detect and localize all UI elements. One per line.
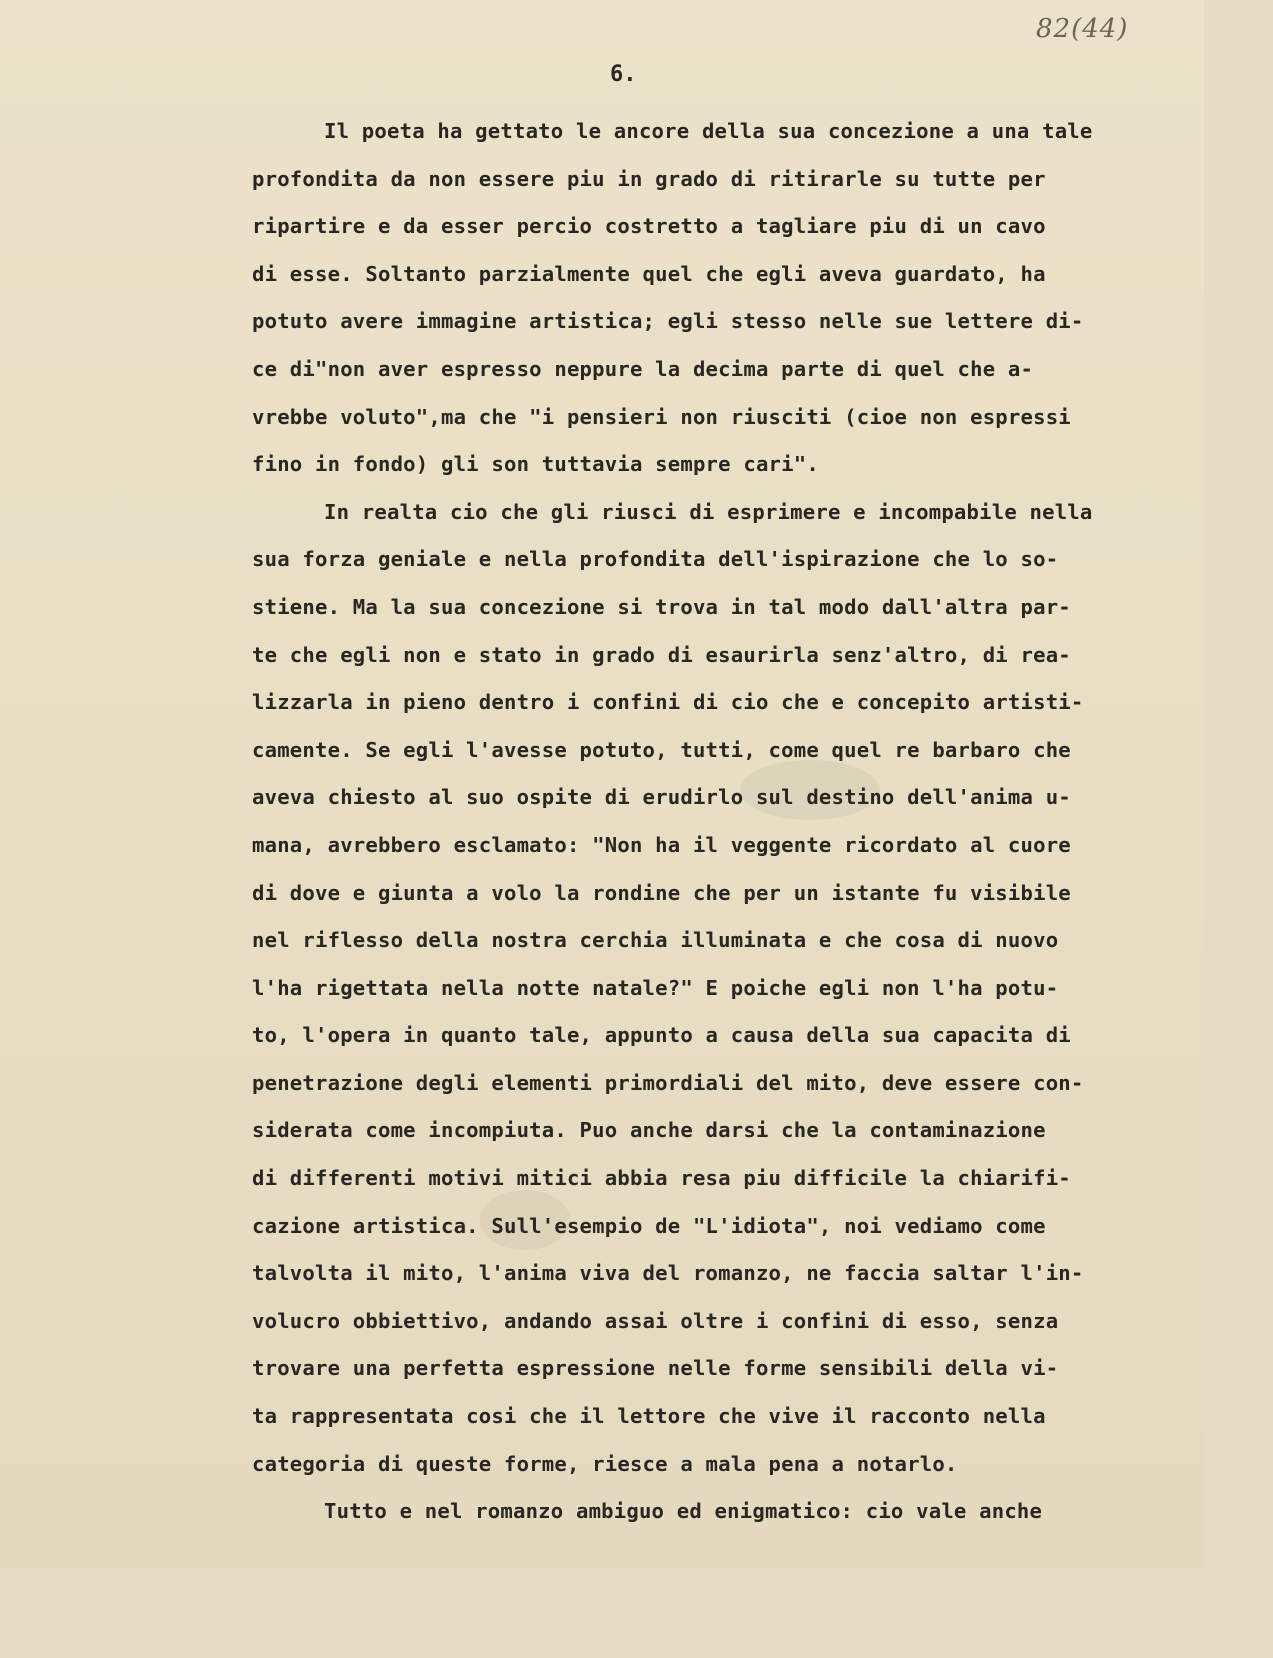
- text-line: te che egli non e stato in grado di esaurirla senz'altro, di rea-: [252, 642, 1071, 667]
- text-line: ripartire e da esser percio costretto a tagliare piu di un cavo: [252, 214, 1046, 239]
- text-line: volucro obbiettivo, andando assai oltre i confini di esso, senza: [252, 1308, 1059, 1333]
- text-line: mana, avrebbero esclamato: "Non ha il veggente ricordato al cuore: [252, 832, 1071, 857]
- text-line: trovare una perfetta espressione nelle forme sensibili della vi-: [252, 1356, 1059, 1381]
- text-line: nel riflesso della nostra cerchia illuminata e che cosa di nuovo: [252, 928, 1059, 953]
- text-line: Il poeta ha gettato le ancore della sua concezione a una tale: [324, 119, 1093, 143]
- text-line: ta rappresentata cosi che il lettore che vive il racconto nella: [252, 1404, 1046, 1429]
- page-number: 6.: [610, 62, 637, 87]
- text-line: fino in fondo) gli son tuttavia sempre cari".: [252, 452, 819, 477]
- text-line: siderata come incompiuta. Puo anche darsi che la contaminazione: [252, 1118, 1046, 1143]
- text-line: sua forza geniale e nella profondita dell'ispirazione che lo so-: [252, 547, 1059, 572]
- text-line: aveva chiesto al suo ospite di erudirlo sul destino dell'anima u-: [252, 785, 1071, 810]
- text-line: di esse. Soltanto parzialmente quel che egli aveva guardato, ha: [252, 261, 1046, 286]
- text-line: stiene. Ma la sua concezione si trova in tal modo dall'altra par-: [252, 594, 1071, 619]
- text-line: vrebbe voluto",ma che "i pensieri non riusciti (cioe non espressi: [252, 404, 1071, 429]
- text-line: profondita da non essere piu in grado di ritirarle su tutte per: [252, 166, 1046, 191]
- text-line: to, l'opera in quanto tale, appunto a causa della sua capacita di: [252, 1023, 1071, 1048]
- text-line: lizzarla in pieno dentro i confini di cio che e concepito artisti-: [252, 690, 1084, 715]
- text-line: camente. Se egli l'avesse potuto, tutti, come quel re barbaro che: [252, 737, 1071, 762]
- text-line: categoria di queste forme, riesce a mala pena a notarlo.: [252, 1451, 958, 1476]
- text-line: di differenti motivi mitici abbia resa piu difficile la chiarifi-: [252, 1166, 1071, 1191]
- text-line: talvolta il mito, l'anima viva del romanzo, ne faccia saltar l'in-: [252, 1261, 1084, 1286]
- body-text: [252, 108, 1182, 1536]
- text-line: ce di"non aver espresso neppure la decima parte di quel che a-: [252, 356, 1034, 381]
- text-line: cazione artistica. Sull'esempio de "L'idiota", noi vediamo come: [252, 1213, 1046, 1238]
- text-line: Tutto e nel romanzo ambiguo ed enigmatico: cio vale anche: [324, 1499, 1043, 1524]
- text-line: penetrazione degli elementi primordiali del mito, deve essere con-: [252, 1070, 1084, 1095]
- text-line: di dove e giunta a volo la rondine che per un istante fu visibile: [252, 880, 1071, 905]
- archive-number: 82(44): [1036, 14, 1129, 44]
- text-line: l'ha rigettata nella notte natale?" E poiche egli non l'ha potu-: [252, 975, 1059, 1000]
- text-line: potuto avere immagine artistica; egli stesso nelle sue lettere di-: [252, 309, 1084, 334]
- text-line: In realta cio che gli riusci di esprimere e incompabile nella: [324, 499, 1093, 524]
